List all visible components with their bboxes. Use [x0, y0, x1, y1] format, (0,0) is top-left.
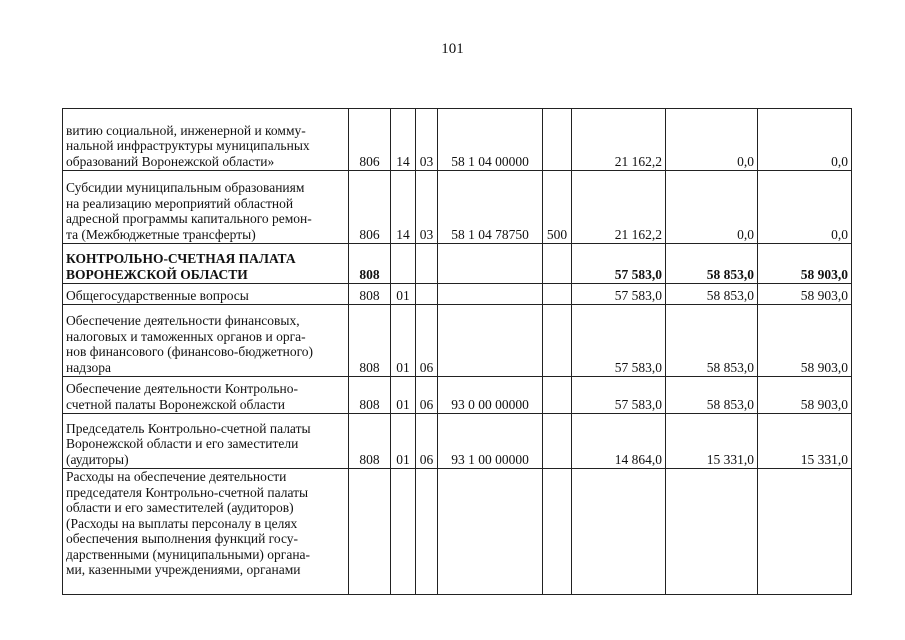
year2-amount-cell: 58 853,0: [666, 305, 758, 377]
grbs-cell: 808: [349, 377, 391, 414]
year1-amount-cell: 57 583,0: [572, 377, 666, 414]
table-row: [63, 109, 852, 171]
table-row: [63, 284, 852, 305]
row-name-cell: Председатель Контрольно-счетной палаты Воронежской области и его заместители (аудиторы): [63, 414, 349, 469]
year1-amount-cell: 21 162,2: [572, 171, 666, 244]
target-article-cell: 93 0 00 00000: [438, 377, 543, 414]
year3-amount-cell: 58 903,0: [758, 305, 852, 377]
year1-amount-cell: 57 583,0: [572, 305, 666, 377]
year3-amount-cell: 0,0: [758, 171, 852, 244]
expense-type-cell: [543, 469, 572, 595]
expense-type-cell: 500: [543, 171, 572, 244]
grbs-cell: 808: [349, 305, 391, 377]
row-name-cell: Обеспечение деятельности Контрольно- счетной палаты Воронежской области: [63, 377, 349, 414]
subsection-cell: 03: [416, 109, 438, 171]
section-cell: 01: [391, 414, 416, 469]
row-name-cell: витию социальной, инженерной и комму- нальной инфраструктуры муниципальных образований Воронежской области»: [63, 109, 349, 171]
subsection-cell: 03: [416, 171, 438, 244]
table-row: [63, 244, 852, 284]
table-row: [63, 469, 852, 595]
year3-amount-cell: [758, 469, 852, 595]
subsection-cell: 06: [416, 377, 438, 414]
target-article-cell: 58 1 04 78750: [438, 171, 543, 244]
year2-amount-cell: 0,0: [666, 109, 758, 171]
budget-table: [62, 108, 852, 595]
row-name-cell: Общегосударственные вопросы: [63, 284, 349, 305]
target-article-cell: 58 1 04 00000: [438, 109, 543, 171]
expense-type-cell: [543, 244, 572, 284]
grbs-cell: 808: [349, 414, 391, 469]
year2-amount-cell: [666, 469, 758, 595]
section-cell: 01: [391, 284, 416, 305]
section-cell: [391, 469, 416, 595]
table-row: [63, 305, 852, 377]
section-cell: 14: [391, 109, 416, 171]
target-article-cell: [438, 284, 543, 305]
expense-type-cell: [543, 109, 572, 171]
year2-amount-cell: 58 853,0: [666, 284, 758, 305]
row-name-cell: Обеспечение деятельности финансовых, налоговых и таможенных органов и орга- нов финансового (финансово-бюджетного) надзора: [63, 305, 349, 377]
subsection-cell: 06: [416, 414, 438, 469]
grbs-cell: 808: [349, 284, 391, 305]
year1-amount-cell: 57 583,0: [572, 244, 666, 284]
row-name-cell: Расходы на обеспечение деятельности председателя Контрольно-счетной палаты области и его заместителей (аудиторов) (Расходы на выплаты персоналу в целях обеспечения выполнения функций госу- дарственными (муниципальными) органа- ми, казенными учреждениями, органами: [63, 469, 349, 595]
target-article-cell: 93 1 00 00000: [438, 414, 543, 469]
year1-amount-cell: 21 162,2: [572, 109, 666, 171]
target-article-cell: [438, 244, 543, 284]
section-cell: 01: [391, 377, 416, 414]
table-row: [63, 377, 852, 414]
year2-amount-cell: 0,0: [666, 171, 758, 244]
table-row: [63, 414, 852, 469]
subsection-cell: 06: [416, 305, 438, 377]
grbs-cell: [349, 469, 391, 595]
target-article-cell: [438, 305, 543, 377]
table-row: [63, 171, 852, 244]
year1-amount-cell: 14 864,0: [572, 414, 666, 469]
subsection-cell: [416, 284, 438, 305]
section-cell: 14: [391, 171, 416, 244]
expense-type-cell: [543, 284, 572, 305]
grbs-cell: 806: [349, 109, 391, 171]
year3-amount-cell: 0,0: [758, 109, 852, 171]
section-cell: 01: [391, 305, 416, 377]
year2-amount-cell: 15 331,0: [666, 414, 758, 469]
row-name-cell: КОНТРОЛЬНО-СЧЕТНАЯ ПАЛАТА ВОРОНЕЖСКОЙ ОБЛАСТИ: [63, 244, 349, 284]
table-body: [63, 109, 852, 595]
year1-amount-cell: 57 583,0: [572, 284, 666, 305]
year2-amount-cell: 58 853,0: [666, 244, 758, 284]
expense-type-cell: [543, 414, 572, 469]
year1-amount-cell: [572, 469, 666, 595]
expense-type-cell: [543, 377, 572, 414]
year3-amount-cell: 58 903,0: [758, 244, 852, 284]
year2-amount-cell: 58 853,0: [666, 377, 758, 414]
year3-amount-cell: 15 331,0: [758, 414, 852, 469]
year3-amount-cell: 58 903,0: [758, 377, 852, 414]
grbs-cell: 806: [349, 171, 391, 244]
target-article-cell: [438, 469, 543, 595]
expense-type-cell: [543, 305, 572, 377]
subsection-cell: [416, 469, 438, 595]
grbs-cell: 808: [349, 244, 391, 284]
section-cell: [391, 244, 416, 284]
row-name-cell: Субсидии муниципальным образованиям на реализацию мероприятий областной адресной программы капитального ремон- та (Межбюджетные трансферты): [63, 171, 349, 244]
subsection-cell: [416, 244, 438, 284]
year3-amount-cell: 58 903,0: [758, 284, 852, 305]
page-number: 101: [441, 41, 464, 57]
